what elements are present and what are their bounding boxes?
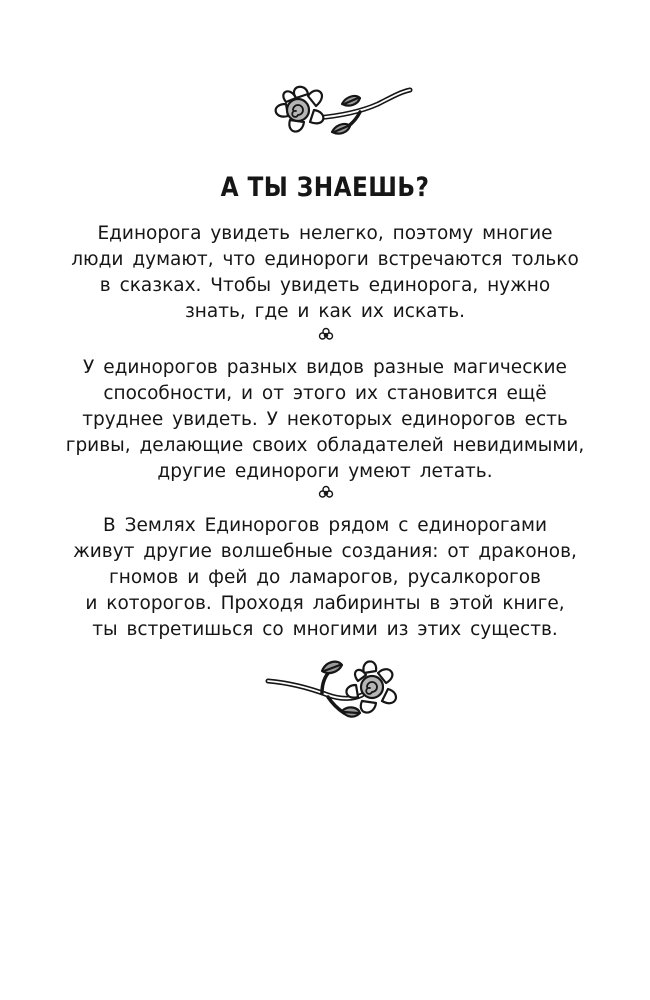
text-line: В Землях Единорогов рядом с единорогами	[103, 515, 547, 536]
text-line: ты встретишься со многими из этих существ.	[92, 619, 558, 640]
flower-branch-icon	[250, 82, 420, 152]
flower-branch-icon	[262, 655, 422, 730]
clover-icon	[318, 485, 334, 501]
paragraph-1	[60, 221, 590, 325]
page-title: А ТЫ ЗНАЕШЬ?	[220, 172, 430, 203]
text-line: знать, где и как их искать.	[184, 301, 466, 322]
text-line: и которогов. Проходя лабиринты в этой книге,	[85, 593, 565, 614]
text-line: люди думают, что единороги встречаются только	[71, 249, 579, 270]
text-line: способности, и от этого их становится ещё	[103, 383, 547, 404]
paragraph-3	[60, 513, 590, 643]
text-line: гномов и фей до ламарогов, русалкорогов	[109, 567, 541, 588]
text-line: Единорога увидеть нелегко, поэтому многие	[97, 223, 553, 244]
text-line: У единорогов разных видов разные магические	[83, 357, 567, 378]
clover-icon	[318, 327, 334, 343]
text-line: гривы, делающие своих обладателей невидимыми,	[65, 435, 585, 456]
text-line: другие единороги умеют летать.	[157, 461, 493, 482]
text-line: живут другие волшебные создания: от драконов,	[73, 541, 577, 562]
text-line: в сказках. Чтобы увидеть единорога, нужно	[99, 275, 551, 296]
paragraph-2	[60, 355, 590, 485]
text-line: труднее увидеть. У некоторых единорогов есть	[82, 409, 568, 430]
